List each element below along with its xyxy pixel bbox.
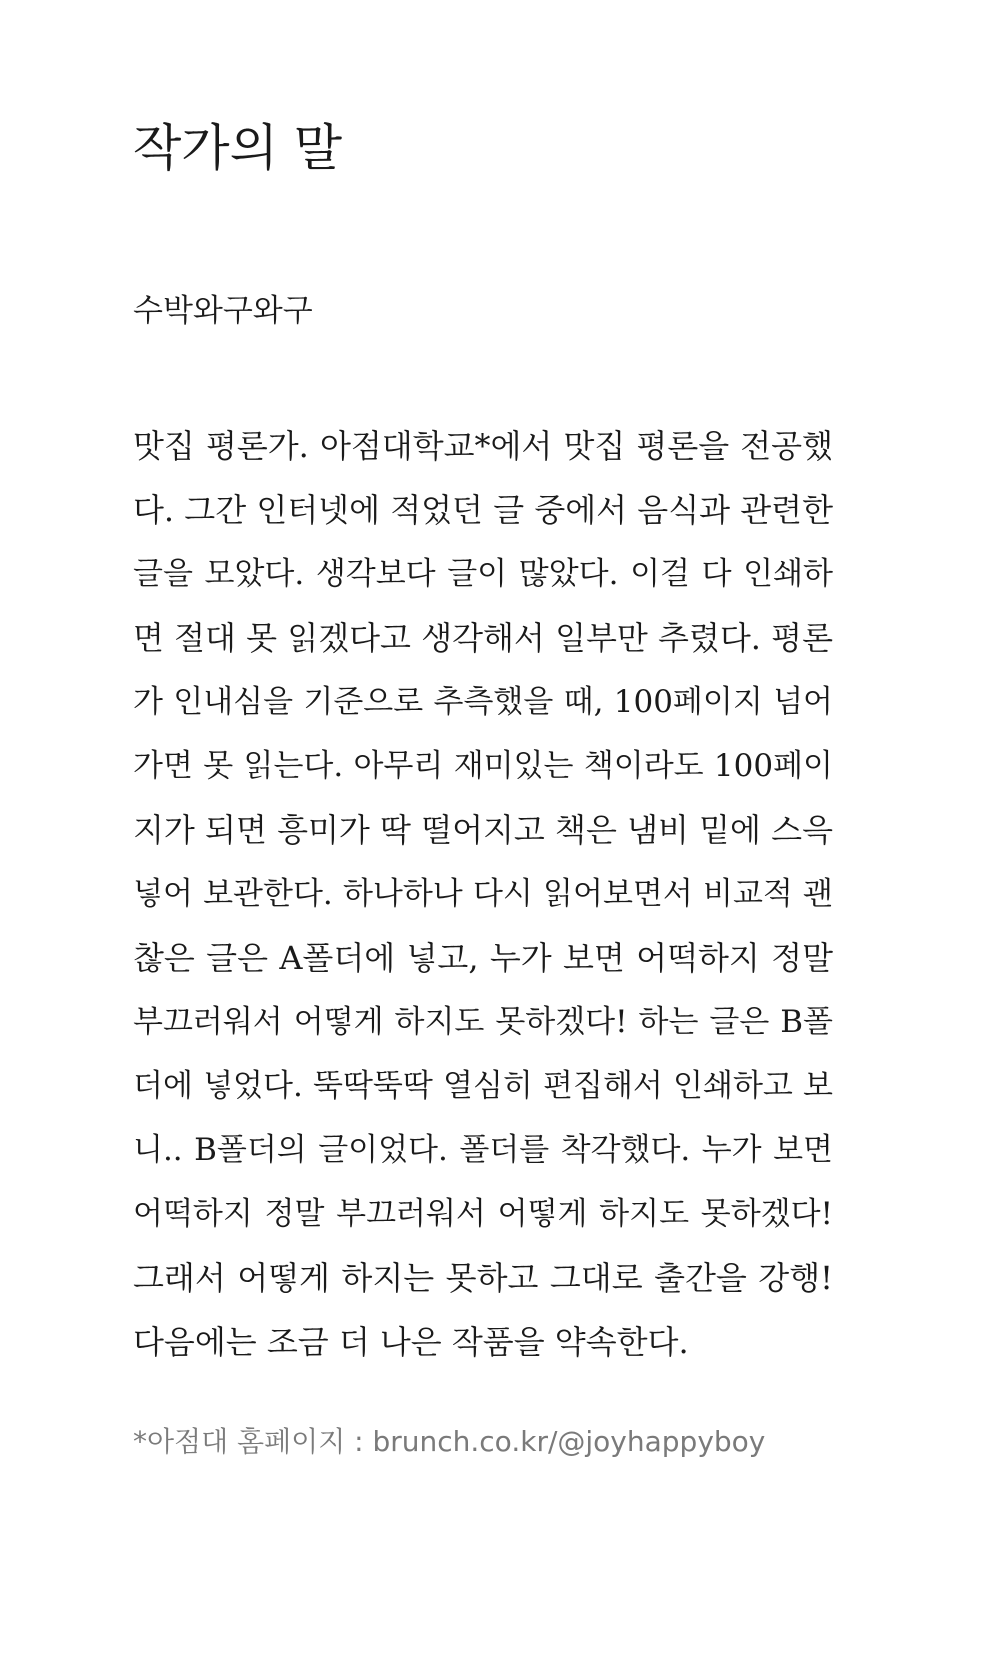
body-line: 맛집 평론가. 아점대학교*에서 맛집 평론을 전공했 (133, 427, 833, 465)
footnote: *아점대 홈페이지 : brunch.co.kr/@joyhappyboy (133, 1425, 766, 1458)
body-line: 글을 모았다. 생각보다 글이 많았다. 이걸 다 인쇄하 (133, 556, 833, 592)
body-text (133, 414, 833, 1374)
body-line: 다음에는 조금 더 나은 작품을 약속한다. (133, 1323, 689, 1361)
body-line: 가면 못 읽는다. 아무리 재미있는 책이라도 100페이 (133, 748, 833, 784)
body-line: 가 인내심을 기준으로 추측했을 때, 100페이지 넘어 (133, 684, 833, 720)
body-line: 면 절대 못 읽겠다고 생각해서 일부만 추렸다. 평론 (133, 619, 833, 657)
body-line: 부끄러워서 어떻게 하지도 못하겠다! 하는 글은 B폴 (133, 1004, 833, 1040)
body-line: 찮은 글은 A폴더에 넣고, 누가 보면 어떡하지 정말 (133, 939, 833, 977)
body-line: 더에 넣었다. 뚝딱뚝딱 열심히 편집해서 인쇄하고 보 (133, 1068, 833, 1104)
body-line: 어떡하지 정말 부끄러워서 어떻게 하지도 못하겠다! (133, 1196, 833, 1232)
body-line: 다. 그간 인터넷에 적었던 글 중에서 음식과 관련한 (133, 491, 833, 529)
body-line: 그래서 어떻게 하지는 못하고 그대로 출간을 강행! (133, 1259, 833, 1297)
page-title: 작가의 말 (133, 119, 343, 177)
body-line: 니.. B폴더의 글이었다. 폴더를 착각했다. 누가 보면 (133, 1132, 833, 1168)
body-line: 지가 되면 흥미가 딱 떨어지고 책은 냄비 밑에 스윽 (133, 811, 833, 849)
body-line: 넣어 보관한다. 하나하나 다시 읽어보면서 비교적 괜 (133, 876, 833, 912)
author-name: 수박와구와구 (133, 293, 313, 329)
